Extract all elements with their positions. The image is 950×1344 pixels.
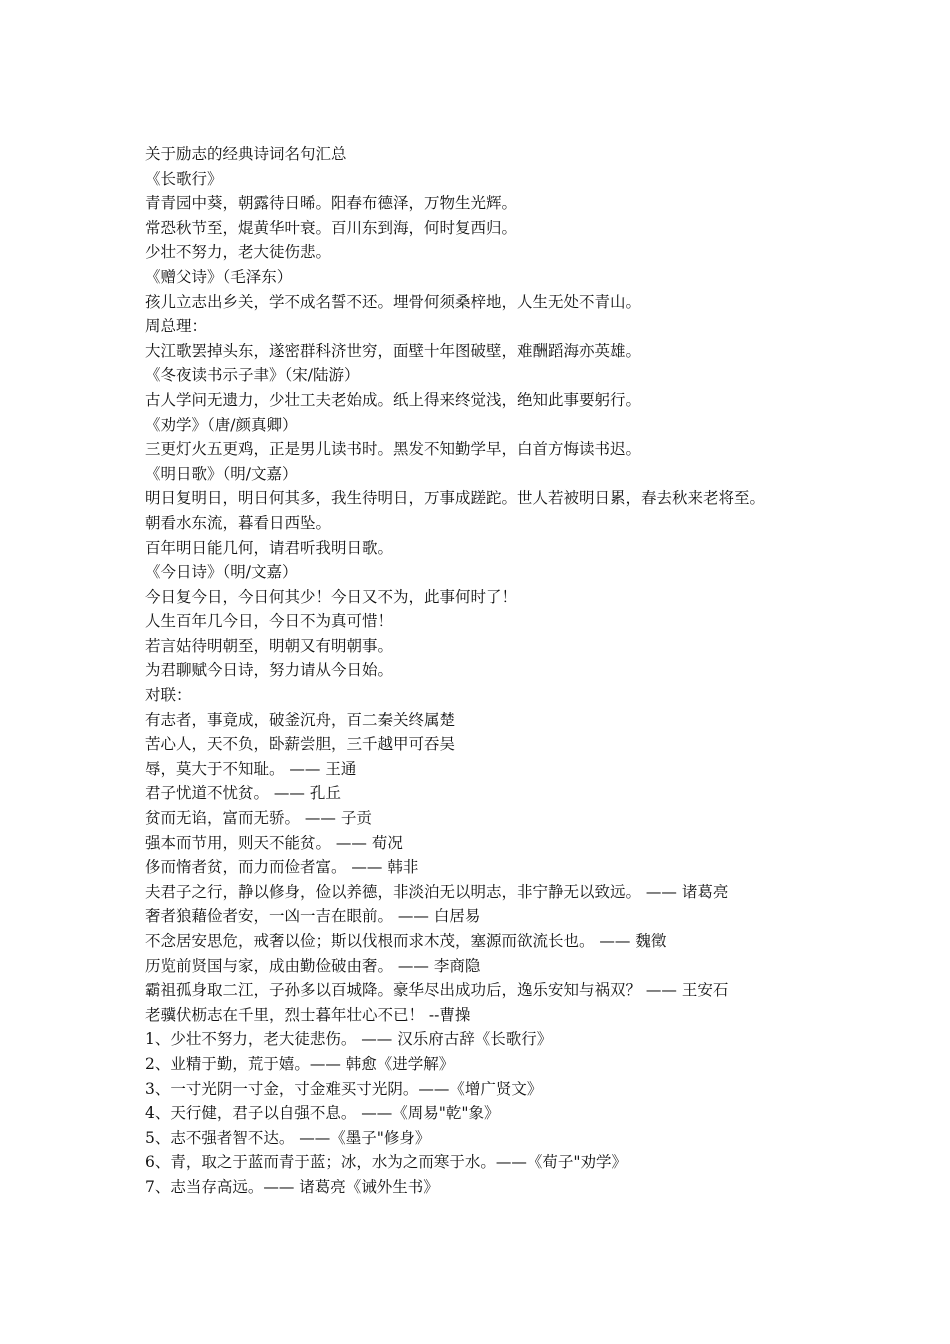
poem-line: 少壮不努力，老大徒伤悲。 — [145, 243, 332, 262]
numbered-quote: 6、青，取之于蓝而青于蓝；冰，水为之而寒于水。——《荀子"劝学》 — [145, 1153, 627, 1172]
poem-title: 《今日诗》（明/文嘉） — [145, 563, 298, 582]
section-heading: 周总理： — [145, 317, 208, 336]
quote-line: 贫而无谄，富而无骄。 —— 子贡 — [145, 809, 372, 828]
couplet-line: 有志者，事竟成，破釜沉舟，百二秦关终属楚 — [145, 710, 456, 729]
poem-line: 人生百年几今日，今日不为真可惜！ — [145, 612, 394, 631]
poem-line: 今日复今日，今日何其少！今日又不为，此事何时了！ — [145, 587, 518, 606]
poem-line: 若言姑待明朝至，明朝又有明朝事。 — [145, 636, 394, 655]
poem-line: 百年明日能几何，请君听我明日歌。 — [145, 538, 394, 557]
poem-title: 《长歌行》 — [145, 169, 223, 188]
numbered-quote: 1、少壮不努力，老大徒悲伤。 —— 汉乐府古辞《长歌行》 — [145, 1030, 553, 1049]
quote-line: 不念居安思危，戒奢以俭；斯以伐根而求木茂，塞源而欲流长也。 —— 魏徵 — [145, 932, 667, 950]
quote-line: 君子忧道不忧贫。 —— 孔丘 — [145, 784, 341, 803]
numbered-quote: 4、天行健，君子以自强不息。 ——《周易"乾"象》 — [145, 1104, 500, 1123]
quote-line: 老骥伏枥志在千里，烈士暮年壮心不已！ --曹操 — [145, 1005, 471, 1024]
numbered-quote: 3、一寸光阴一寸金，寸金难买寸光阴。——《增广贤文》 — [145, 1079, 543, 1098]
quote-line: 历览前贤国与家，成由勤俭破由奢。 —— 李商隐 — [145, 956, 481, 975]
poem-line: 三更灯火五更鸡，正是男儿读书时。黑发不知勤学早，白首方悔读书迟。 — [145, 440, 642, 459]
couplet-line: 苦心人，天不负，卧薪尝胆，三千越甲可吞吴 — [145, 735, 456, 754]
poem-line: 青青园中葵，朝露待日晞。阳春布德泽，万物生光辉。 — [145, 194, 518, 213]
poem-line: 明日复明日，明日何其多，我生待明日，万事成蹉跎。世人若被明日累，春去秋来老将至。 — [145, 489, 766, 508]
poem-line: 孩儿立志出乡关，学不成名誓不还。埋骨何须桑梓地，人生无处不青山。 — [145, 292, 642, 311]
document-title: 关于励志的经典诗词名句汇总 — [145, 145, 347, 163]
poem-line: 常恐秋节至，焜黄华叶衰。百川东到海，何时复西归。 — [145, 218, 518, 237]
quote-line: 强本而节用，则天不能贫。 —— 荀况 — [145, 833, 403, 852]
document-body — [145, 142, 925, 1200]
quote-line: 奢者狼藉俭者安，一凶一吉在眼前。 —— 白居易 — [145, 907, 481, 926]
poem-title: 《明日歌》（明/文嘉） — [145, 464, 298, 483]
poem-title: 《冬夜读书示子聿》（宋/陆游） — [145, 366, 360, 385]
numbered-quote: 7、志当存高远。—— 诸葛亮《诫外生书》 — [145, 1177, 439, 1196]
quote-line: 霸祖孤身取二江，子孙多以百城降。豪华尽出成功后，逸乐安知与祸双？ —— 王安石 — [145, 981, 729, 1000]
numbered-quote: 5、志不强者智不达。 ——《墨子"修身》 — [145, 1128, 431, 1147]
quote-line: 侈而惰者贫，而力而俭者富。 —— 韩非 — [145, 858, 419, 877]
quote-line: 辱，莫大于不知耻。 —— 王通 — [145, 759, 357, 778]
poem-line: 大江歌罢掉头东，遂密群科济世穷，面壁十年图破壁，难酬蹈海亦英雄。 — [145, 341, 642, 360]
poem-title: 《赠父诗》（毛泽东） — [145, 267, 293, 286]
section-heading: 对联： — [145, 686, 192, 705]
numbered-quote: 2、业精于勤，荒于嬉。—— 韩愈《进学解》 — [145, 1054, 455, 1073]
quote-line: 夫君子之行，静以修身，俭以养德，非淡泊无以明志，非宁静无以致远。 —— 诸葛亮 — [145, 882, 729, 901]
poem-title: 《劝学》（唐/颜真卿） — [145, 415, 298, 434]
poem-line: 为君聊赋今日诗，努力请从今日始。 — [145, 661, 394, 680]
poem-line: 古人学问无遗力，少壮工夫老始成。纸上得来终觉浅，绝知此事要躬行。 — [145, 390, 642, 409]
poem-line: 朝看水东流，暮看日西坠。 — [145, 513, 332, 532]
